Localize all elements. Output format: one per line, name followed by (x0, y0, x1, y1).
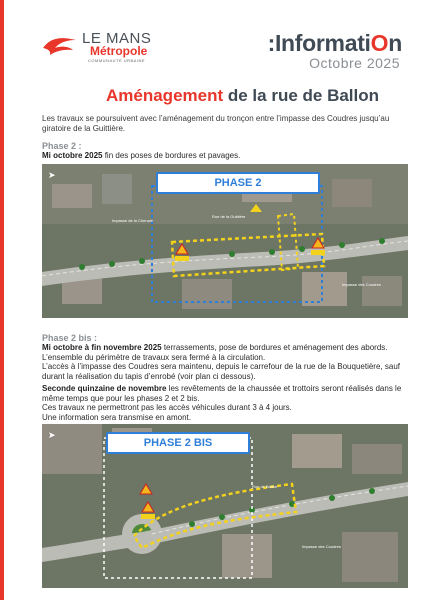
bird-logo-icon (42, 34, 78, 56)
street-label: Impasse de la Chenaie (112, 218, 153, 223)
phase2bis-map (42, 424, 408, 588)
title-accent: Aménagement (106, 86, 224, 105)
phase2bis-p4-text: les revêtements de la chaussée et trottoirs seront réalisés dans le même temps que pour les phases 2 et 2 bis. (42, 384, 402, 403)
phase2bis-heading: Phase 2 bis : (42, 333, 98, 343)
phase2-heading: Phase 2 : (42, 141, 82, 151)
phase2bis-paragraph-2: L’ensemble du périmètre de travaux sera fermé à la circulation. (42, 352, 266, 362)
phase2-date: Mi octobre 2025 (42, 151, 103, 160)
phase2bis-date-2: Seconde quinzaine de novembre (42, 384, 167, 393)
information-heading (268, 30, 402, 57)
north-arrow-icon: ➤ (48, 170, 56, 180)
issue-date: Octobre 2025 (309, 55, 400, 71)
north-arrow-icon: ➤ (48, 430, 56, 440)
intro-paragraph: Les travaux se poursuivent avec l’aménagement du tronçon entre l’impasse des Coudres jusqu’au giratoire de la Guittière. (42, 114, 390, 133)
street-label: Impasse des Coudres (342, 282, 381, 287)
phase2-map-label: PHASE 2 (156, 172, 320, 194)
info-accent-letter: O (370, 30, 389, 56)
phase2bis-paragraph-4 (42, 384, 412, 403)
title-rest: de la rue de Ballon (223, 86, 380, 105)
phase2bis-paragraph-1 (42, 343, 412, 353)
info-prefix: :Informati (267, 30, 371, 56)
phase2-date-text: fin des poses de bordures et pavages. (102, 151, 241, 160)
logo-line-1: LE MANS (82, 30, 152, 47)
info-suffix: n (388, 30, 402, 56)
phase2bis-paragraph-3: L’accès à l’impasse des Coudres sera maintenu, depuis le carrefour de la rue de la Bouquetière, sauf durant la réalisation du tapis d’enrobé (voir plan ci dessous). (42, 362, 400, 381)
phase2bis-map-label: PHASE 2 BIS (106, 432, 250, 454)
street-label: Rue de la Guittière (212, 214, 246, 219)
phase2-schedule (42, 151, 412, 161)
phase2bis-p1-text: terrassements, pose de bordures et aménagement des abords. (161, 343, 388, 352)
phase2bis-paragraph-5: Ces travaux ne permettront pas les accès véhicules durant 3 à 4 jours. (42, 403, 292, 412)
phase2bis-text (42, 343, 412, 422)
page-title (106, 86, 379, 106)
phase2-map (42, 164, 408, 318)
logo-line-2: Métropole (90, 44, 148, 58)
logo-line-3: COMMUNAUTÉ URBAINE (88, 58, 146, 63)
phase2bis-date: Mi octobre à fin novembre 2025 (42, 343, 162, 352)
le-mans-metropole-logo (42, 30, 162, 64)
street-label: Impasse des Coudres (302, 544, 341, 549)
phase2bis-paragraph-6: Une information sera transmise en amont. (42, 412, 191, 422)
street-label: Rue de Ballon (252, 484, 278, 489)
